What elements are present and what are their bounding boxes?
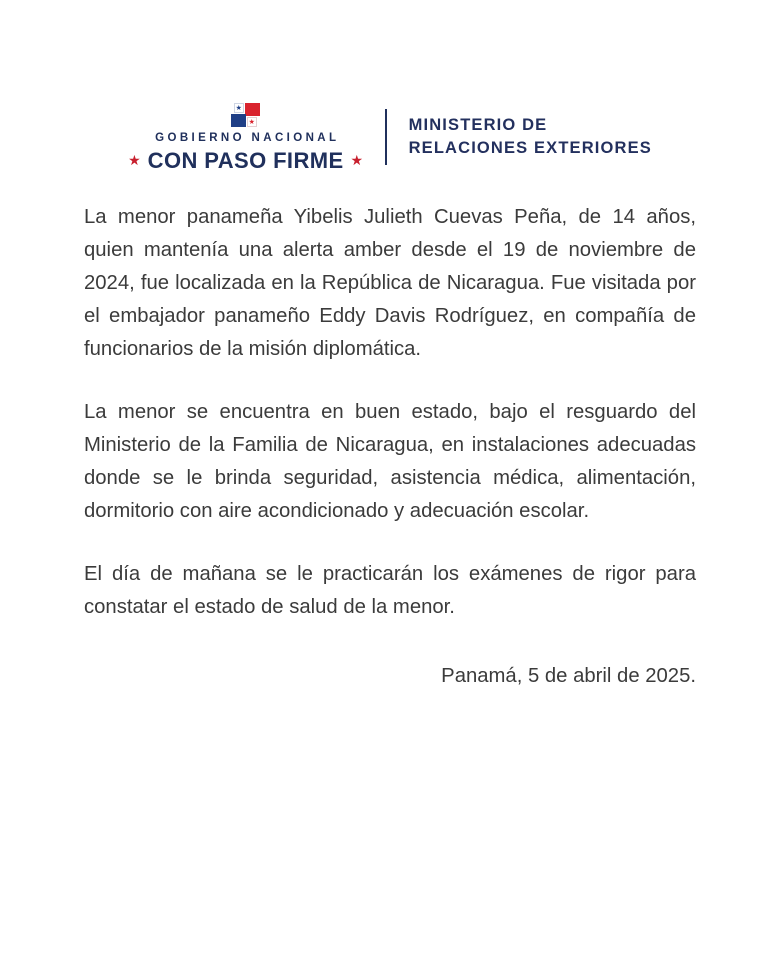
flag-quadrant-red	[245, 103, 260, 116]
statement-paragraph-1: La menor panameña Yibelis Julieth Cuevas Peña, de 14 años, quien mantenía una alerta amber desde el 19 de noviembre de 2024, fue localizada en la República de Nicaragua. Fue visitada por el embajador panameño Eddy Davis Rodríguez, en compañía de funcionarios de la misión diplomática.	[84, 205, 696, 360]
government-national-label: GOBIERNO NACIONAL	[155, 132, 340, 144]
flag-blue-star-icon: ★	[235, 105, 242, 112]
government-slogan	[128, 147, 364, 173]
statement-paragraph-2: La menor se encuentra en buen estado, bajo el resguardo del Ministerio de la Familia de Nicaragua, en instalaciones adecuadas donde se le brinda seguridad, asistencia médica, alimentación, dormitorio con aire acondicionado y adecuación escolar.	[84, 400, 696, 523]
logo-vertical-divider	[385, 109, 387, 165]
flag-red-star-icon: ★	[248, 119, 255, 126]
panama-flag-emblem-icon	[230, 103, 262, 128]
slogan-star-left-icon: ★	[128, 151, 141, 168]
government-brand-block	[128, 103, 363, 172]
slogan-text: CON PASO FIRME	[147, 147, 344, 173]
statement-place-and-date: Panamá, 5 de abril de 2025.	[441, 665, 696, 688]
institutional-logo-lockup	[0, 0, 780, 172]
statement-body	[84, 172, 696, 694]
ministry-name-block	[409, 114, 652, 160]
statement-paragraph-3: El día de mañana se le practicarán los exámenes de rigor para constatar el estado de salud de la menor.	[84, 563, 696, 619]
ministry-line-1: MINISTERIO DE	[408, 116, 548, 135]
flag-quadrant-blue	[231, 114, 246, 127]
slogan-star-right-icon: ★	[350, 151, 364, 168]
ministry-line-2: RELACIONES EXTERIORES	[408, 139, 652, 158]
